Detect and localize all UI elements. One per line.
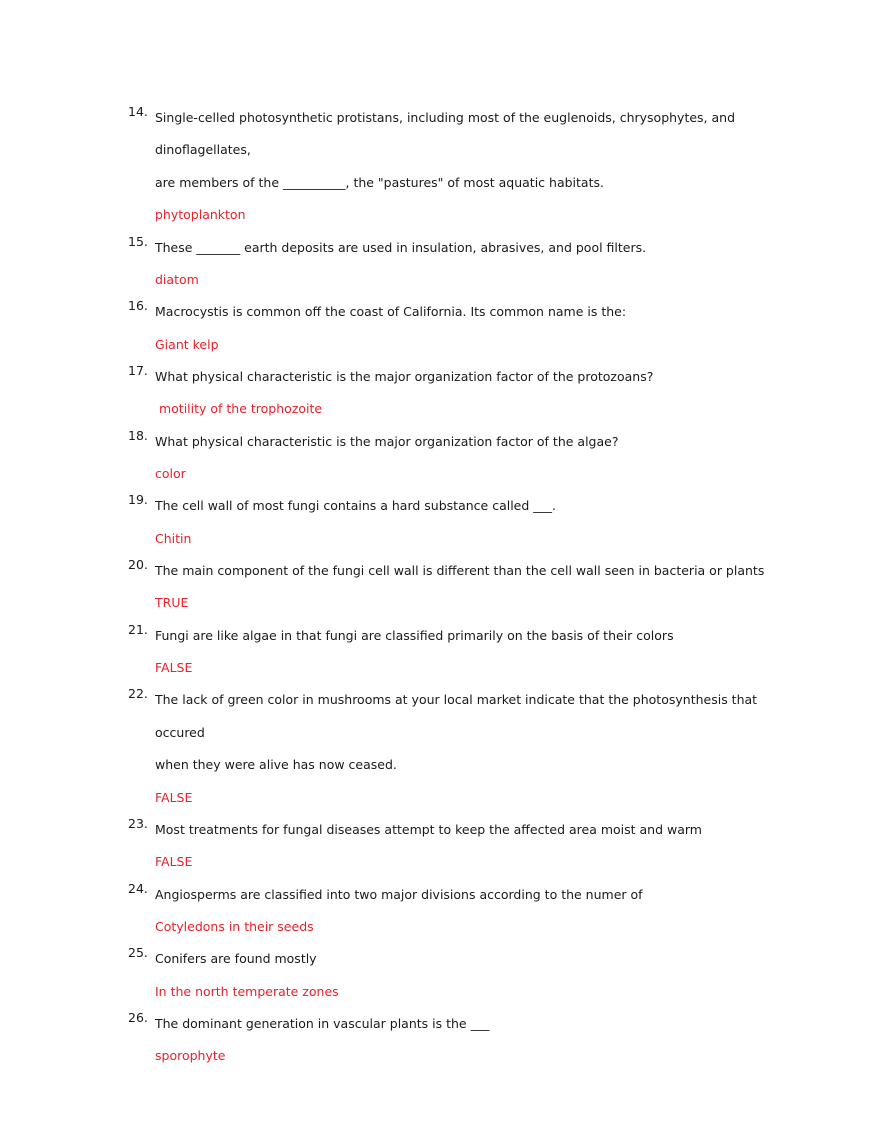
question-line: when they were alive has now ceased. — [155, 757, 397, 773]
question-number: 17. — [128, 362, 148, 378]
question-number: 20. — [128, 557, 148, 573]
question-number: 21. — [128, 621, 148, 637]
question-26 — [128, 1008, 808, 1066]
question-number: 26. — [128, 1010, 148, 1026]
question-line: are members of the __________, the "pastures" of most aquatic habitats. — [155, 174, 604, 190]
question-number: 16. — [128, 298, 148, 314]
question-number: 25. — [128, 945, 148, 961]
question-15 — [128, 232, 808, 290]
question-text — [155, 879, 808, 911]
answer-text: FALSE — [155, 660, 193, 676]
question-text — [155, 1008, 808, 1040]
question-line: The lack of green color in mushrooms at your local market indicate that the photosynthesis that occured — [155, 692, 758, 740]
question-text — [155, 814, 808, 846]
question-text — [155, 684, 808, 781]
question-text — [155, 361, 808, 393]
answer-text: In the north temperate zones — [155, 983, 339, 999]
question-19 — [128, 490, 808, 548]
answer-text: Chitin — [155, 530, 192, 546]
question-line: Most treatments for fungal diseases attempt to keep the affected area moist and warm — [155, 821, 702, 837]
answer-text: Giant kelp — [155, 336, 219, 352]
question-text — [155, 232, 808, 264]
question-number: 24. — [128, 880, 148, 896]
answer-text: diatom — [155, 271, 199, 287]
question-line: What physical characteristic is the major organization factor of the algae? — [155, 433, 619, 449]
question-list — [128, 104, 808, 1079]
question-21 — [128, 620, 808, 678]
question-line: The cell wall of most fungi contains a hard substance called ___. — [155, 498, 556, 514]
question-number: 15. — [128, 233, 148, 249]
question-number: 23. — [128, 815, 148, 831]
question-20 — [128, 555, 808, 613]
question-22 — [128, 684, 808, 807]
question-text — [155, 555, 808, 587]
answer-text: Cotyledons in their seeds — [155, 919, 314, 935]
question-line: Conifers are found mostly — [155, 951, 317, 967]
answer-text: phytoplankton — [155, 207, 246, 223]
question-line: What physical characteristic is the major organization factor of the protozoans? — [155, 368, 654, 384]
question-line: The dominant generation in vascular plants is the ___ — [155, 1016, 490, 1032]
question-text — [155, 620, 808, 652]
question-line: Single-celled photosynthetic protistans, including most of the euglenoids, chrysophytes, and dinoflagellates, — [155, 110, 736, 158]
question-17 — [128, 361, 808, 419]
question-text — [155, 102, 808, 199]
question-text — [155, 490, 808, 522]
question-number: 14. — [128, 104, 148, 119]
question-23 — [128, 814, 808, 872]
answer-text: sporophyte — [155, 1048, 226, 1064]
question-line: Angiosperms are classified into two major divisions according to the numer of — [155, 886, 643, 902]
question-line: Macrocystis is common off the coast of California. Its common name is the: — [155, 304, 627, 320]
question-text — [155, 426, 808, 458]
question-number: 22. — [128, 686, 148, 702]
question-18 — [128, 426, 808, 484]
question-14 — [128, 102, 808, 225]
question-line: These _______ earth deposits are used in insulation, abrasives, and pool filters. — [155, 239, 647, 255]
question-25 — [128, 943, 808, 1001]
question-number: 18. — [128, 427, 148, 443]
question-16 — [128, 296, 808, 354]
answer-text: TRUE — [155, 595, 189, 611]
question-text — [155, 296, 808, 328]
answer-text: FALSE — [155, 854, 193, 870]
answer-text: color — [155, 466, 186, 482]
question-number: 19. — [128, 492, 148, 508]
answer-text: motility of the trophozoite — [155, 401, 323, 417]
question-line: Fungi are like algae in that fungi are classified primarily on the basis of their colors — [155, 627, 674, 643]
question-line: The main component of the fungi cell wall is different than the cell wall seen in bacteria or plants — [155, 563, 765, 579]
question-text — [155, 943, 808, 975]
question-24 — [128, 879, 808, 937]
answer-text: FALSE — [155, 789, 193, 805]
